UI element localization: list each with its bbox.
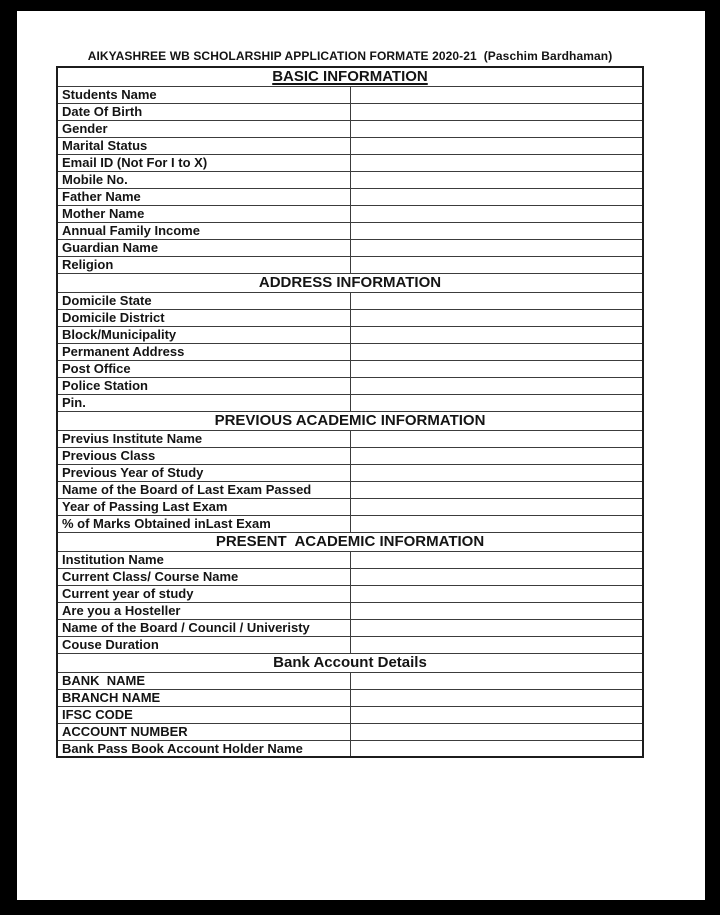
field-label: Name of the Board / Council / Univeristy [57,619,350,636]
field-value-cell [350,447,643,464]
field-label: Previous Class [57,447,350,464]
field-label: Pin. [57,394,350,411]
field-label: Email ID (Not For I to X) [57,154,350,171]
field-label: Couse Duration [57,636,350,653]
form-row [57,515,643,532]
field-value-cell [350,464,643,481]
section-header-row [57,532,643,551]
form-row [57,222,643,239]
form-row [57,568,643,585]
field-label: Mother Name [57,205,350,222]
form-row [57,239,643,256]
form-row [57,103,643,120]
field-value-cell [350,430,643,447]
form-row [57,377,643,394]
field-label: BANK NAME [57,672,350,689]
field-label: IFSC CODE [57,706,350,723]
field-value-cell [350,672,643,689]
form-row [57,481,643,498]
section-header [57,532,643,551]
section-header [57,653,643,672]
field-value-cell [350,343,643,360]
section-header-label: PREVIOUS ACADEMIC INFORMATION [214,412,486,429]
form-row [57,636,643,653]
application-form-table [56,66,644,758]
section-header-label: Bank Account Details [273,654,427,671]
field-value-cell [350,360,643,377]
page-title: AIKYASHREE WB SCHOLARSHIP APPLICATION FORMATE 2020-21 (Paschim Bardhaman) [87,49,613,63]
field-value-cell [350,568,643,585]
field-value-cell [350,551,643,568]
field-label: % of Marks Obtained inLast Exam [57,515,350,532]
field-value-cell [350,205,643,222]
field-value-cell [350,309,643,326]
form-row [57,171,643,188]
field-value-cell [350,394,643,411]
field-value-cell [350,292,643,309]
field-label: Block/Municipality [57,326,350,343]
field-label: BRANCH NAME [57,689,350,706]
form-row [57,447,643,464]
form-row [57,394,643,411]
section-header [57,273,643,292]
field-value-cell [350,171,643,188]
field-label: Date Of Birth [57,103,350,120]
form-row [57,464,643,481]
field-label: ACCOUNT NUMBER [57,723,350,740]
field-label: Religion [57,256,350,273]
field-value-cell [350,689,643,706]
field-value-cell [350,256,643,273]
field-label: Year of Passing Last Exam [57,498,350,515]
form-row [57,86,643,103]
field-label: Previus Institute Name [57,430,350,447]
form-row [57,309,643,326]
form-row [57,689,643,706]
form-row [57,188,643,205]
field-value-cell [350,377,643,394]
form-row [57,740,643,757]
field-label: Mobile No. [57,171,350,188]
field-value-cell [350,498,643,515]
field-value-cell [350,585,643,602]
form-row [57,154,643,171]
form-row [57,292,643,309]
field-value-cell [350,86,643,103]
field-label: Bank Pass Book Account Holder Name [57,740,350,757]
section-header-row [57,411,643,430]
field-label: Permanent Address [57,343,350,360]
field-label: Post Office [57,360,350,377]
field-label: Gender [57,120,350,137]
form-row [57,551,643,568]
field-value-cell [350,188,643,205]
section-header-label: ADDRESS INFORMATION [258,274,442,291]
field-value-cell [350,120,643,137]
field-label: Guardian Name [57,239,350,256]
field-value-cell [350,326,643,343]
section-header [57,411,643,430]
section-header-row [57,67,643,86]
field-value-cell [350,481,643,498]
field-value-cell [350,103,643,120]
field-label: Domicile District [57,309,350,326]
form-row [57,723,643,740]
section-header-label: PRESENT ACADEMIC INFORMATION [215,533,485,550]
form-row [57,326,643,343]
field-value-cell [350,137,643,154]
document-page [17,11,705,900]
field-label: Marital Status [57,137,350,154]
form-row [57,706,643,723]
field-label: Annual Family Income [57,222,350,239]
form-row [57,205,643,222]
field-value-cell [350,723,643,740]
field-label: Current year of study [57,585,350,602]
field-label: Students Name [57,86,350,103]
field-label: Name of the Board of Last Exam Passed [57,481,350,498]
field-label: Police Station [57,377,350,394]
form-table-body [57,67,643,757]
section-header-row [57,273,643,292]
field-label: Are you a Hosteller [57,602,350,619]
form-row [57,360,643,377]
form-row [57,672,643,689]
field-value-cell [350,222,643,239]
form-row [57,430,643,447]
form-row [57,619,643,636]
field-value-cell [350,602,643,619]
form-row [57,120,643,137]
field-value-cell [350,515,643,532]
form-row [57,602,643,619]
form-row [57,343,643,360]
field-label: Father Name [57,188,350,205]
field-value-cell [350,706,643,723]
field-value-cell [350,636,643,653]
form-row [57,498,643,515]
field-label: Institution Name [57,551,350,568]
form-row [57,137,643,154]
field-label: Previous Year of Study [57,464,350,481]
field-value-cell [350,239,643,256]
form-row [57,585,643,602]
section-header-row [57,653,643,672]
field-label: Current Class/ Course Name [57,568,350,585]
form-row [57,256,643,273]
field-value-cell [350,740,643,757]
section-header-label: BASIC INFORMATION [272,68,428,86]
section-header [57,67,643,86]
field-value-cell [350,154,643,171]
field-value-cell [350,619,643,636]
field-label: Domicile State [57,292,350,309]
